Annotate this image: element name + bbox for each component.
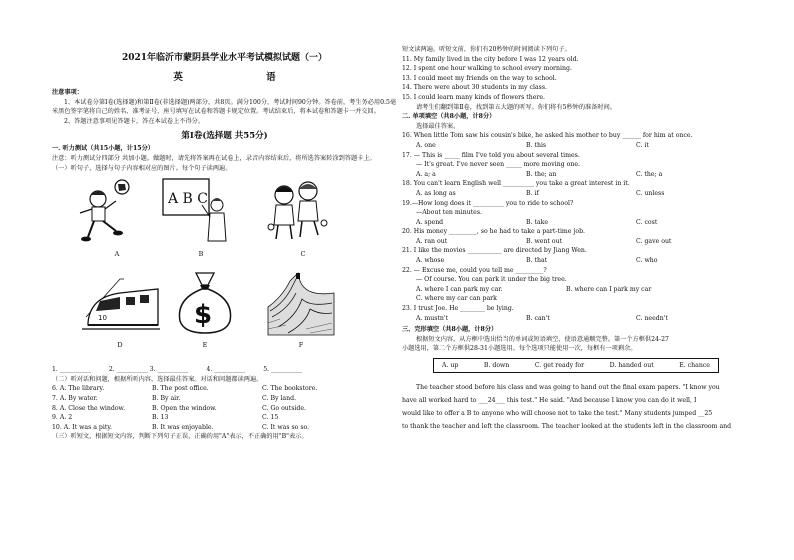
section3-continuation: 短文读两遍。听短文前，你们有20秒钟的时间阅读下列句子。	[402, 46, 571, 53]
question-6	[52, 384, 397, 394]
subject-title: 英 语	[173, 72, 316, 83]
blank-5[interactable]: 5. __________	[263, 366, 303, 374]
cloze-option-d: D. handed out	[609, 362, 654, 369]
question-7	[52, 394, 397, 404]
passage-line-4: to thank the teacher and left the classroom. The teacher looked at the students left in the classroom and	[402, 423, 732, 430]
note-1: 1、本试卷分第Ⅰ卷(选择题)和第Ⅱ卷(非选择题)两部分，共8页。满分100分，考试时间90分钟。答卷前，考生务必用0.5毫米黑色签字笔将自己的姓名、准考证号、座号填写在试卷和答题卡规定位置。考试结束后，将本试卷和答题卡一并交回。	[52, 98, 397, 116]
picture-boy-football	[72, 175, 142, 245]
q8-option-a[interactable]: 8. A. Close the window.	[52, 404, 126, 412]
question-19: 19.—How long does it __________ you to ride to school?	[402, 199, 574, 207]
picture-label-e: E	[202, 341, 208, 350]
q22-options	[402, 285, 750, 295]
q23-options	[402, 314, 750, 324]
q10-option-a[interactable]: 10. A. It was a pity.	[52, 423, 112, 431]
cloze-option-a: A. up	[442, 362, 459, 369]
cloze-option-box	[433, 358, 719, 373]
question-17-reply: — It's great. I've never seen _____ more moving one.	[416, 161, 580, 169]
q20-option-a[interactable]: A. ran out	[416, 237, 448, 245]
cloze-option-e: E. chance	[679, 362, 710, 369]
notes-heading: 注意事项：	[52, 89, 83, 96]
question-22-reply: — Of course. You can park it under the big tree.	[416, 276, 567, 284]
right-column	[402, 0, 750, 560]
q7-option-b[interactable]: B. By air.	[152, 394, 181, 402]
blank-2-3[interactable]: 2. __________ 3. __________	[108, 366, 189, 374]
q16-option-c[interactable]: C. it	[636, 141, 649, 149]
cloze-heading: 三、完形填空（共8小题，计8分）	[402, 326, 498, 334]
picture-train	[80, 267, 162, 337]
picture-abc-blackboard	[160, 175, 230, 245]
blank-4[interactable]: 4. __________	[206, 366, 246, 374]
question-8	[52, 404, 397, 414]
q9-option-b[interactable]: B. 13	[152, 414, 169, 422]
q23-option-b[interactable]: B. can't	[526, 314, 550, 322]
q7-option-c[interactable]: C. By land.	[262, 394, 297, 402]
passage-line-1: The teacher stood before his class and was going to hand out the final exam papers. "I know you	[416, 384, 720, 391]
statement-14: 14. There were about 30 students in my class.	[402, 84, 547, 92]
section3-heading: （三）听短文，根据短文内容，判断下列句子正误，正确的用"A"表示，不正确的用"B"表示。	[52, 433, 308, 441]
single-choice-heading: 二. 单项填空（共8小题，计8分）	[402, 113, 496, 121]
cloze-option-c: C. get ready for	[534, 362, 585, 369]
picture-label-f: F	[298, 341, 304, 350]
statement-12: 12. I spent one hour walking to school every morning.	[402, 65, 572, 73]
q10-option-b[interactable]: B. It was enjoyable.	[152, 423, 214, 431]
q17-option-a[interactable]: A. a; a	[416, 170, 436, 178]
q18-option-c[interactable]: C. unless	[636, 189, 665, 197]
q8-option-c[interactable]: C. Go outside.	[262, 404, 307, 412]
q6-option-b[interactable]: B. The post office.	[152, 385, 209, 393]
svg-text:A B C: A B C	[168, 191, 209, 208]
q6-option-a[interactable]: 6. A. The library.	[52, 385, 105, 393]
q23-option-a[interactable]: A. mustn't	[416, 314, 449, 322]
listening-note: 注意：听力测试分四部分 共加小题。做题时，请先将答案再在试卷上，录音内容结束后，将所选答案转涂到答题卡上。	[52, 154, 376, 162]
picture-label-d: D	[117, 341, 123, 350]
q19-option-b[interactable]: B. take	[526, 218, 549, 226]
q7-option-a[interactable]: 7. A. By water.	[52, 394, 98, 402]
cloze-note-2: 小题选用，第二个方框供28-31小题选用。每个选项只能使用一次，每框有一项剩余。	[402, 345, 637, 353]
q10-option-c[interactable]: C. It was so so.	[262, 423, 310, 431]
cloze-note-1: 根据短文内容，从方框中选出恰当的单词或短语填空，使语意通顺完整。第一个方框供24-27	[416, 335, 669, 343]
q21-option-c[interactable]: C. who	[636, 257, 658, 265]
q8-option-b[interactable]: B. Open the window.	[152, 404, 217, 412]
picture-great-wall	[266, 267, 336, 337]
picture-label-a: A	[114, 250, 120, 259]
picture-grid	[52, 175, 397, 361]
question-10	[52, 423, 397, 433]
part1-title: 第Ⅰ卷(选择题 共55分)	[181, 131, 268, 142]
q22-option-a[interactable]: A. where I can park my car.	[416, 285, 503, 293]
q22-option-c[interactable]: C. where my car can park	[416, 295, 497, 303]
note-2: 2、答题注意事项见答题卡，答在本试卷上不得分。	[64, 117, 205, 125]
single-choice-note: 选择最佳答案。	[416, 122, 460, 130]
section2-heading: （二）听对话和问题，根据所听内容，选择最佳答案。对话和问题都读两遍。	[52, 375, 263, 383]
question-19-reply: —About ten minutes.	[416, 209, 482, 217]
question-21: 21. I like the movies ___________ are directed by Jiang Wen.	[402, 247, 587, 255]
q19-option-c[interactable]: C. cost	[636, 218, 658, 226]
picture-label-b: B	[198, 250, 204, 259]
listening-end-note: 请考生们翻到第Ⅱ卷，找到第五大题的听写。你们将有5秒钟的准备时间。	[416, 103, 616, 111]
q23-option-c[interactable]: C. needn't	[636, 314, 668, 322]
question-23: 23. I trust Joe. He ________ be lying.	[402, 305, 514, 313]
q19-option-a[interactable]: A. spend	[416, 218, 444, 226]
statement-15: 15. I could learn many kinds of flowers there.	[402, 93, 545, 101]
question-18: 18. You can't learn English well __________ you take a great interest in it.	[402, 180, 630, 188]
passage-line-2: have all worked hard to ___24___ this test." He said. "And because I know you can do it well, I	[402, 397, 697, 404]
question-20: 20. His money _________, so he had to take a part-time job.	[402, 228, 585, 236]
svg-text:10: 10	[98, 314, 107, 323]
q20-option-c[interactable]: C. gave out	[636, 237, 672, 245]
statement-13: 13. I could meet my friends on the way to school.	[402, 74, 557, 82]
listening-heading: 一. 听力测试（共15小题，计15分）	[52, 145, 154, 153]
q20-options	[402, 237, 750, 247]
section1-heading: （一）听句子，选择与句子内容相对应的图片。每个句子读两遍。	[52, 164, 232, 172]
statement-11: 11. My family lived in the city before I was 12 years old.	[402, 55, 579, 63]
question-22: 22. — Excuse me, could you tell me _________?	[402, 266, 547, 274]
q21-options	[402, 256, 750, 266]
picture-money-bag	[170, 267, 240, 337]
q21-option-b[interactable]: B. that	[526, 257, 548, 265]
question-17: 17. — This is _____ film I've told you about several times.	[402, 151, 580, 159]
q17-options	[402, 170, 750, 180]
q19-options	[402, 218, 750, 228]
cloze-passage	[402, 381, 750, 433]
blank-1[interactable]: 1. __________	[52, 366, 91, 374]
answer-blanks-1-5	[52, 365, 397, 375]
question-9	[52, 413, 397, 423]
picture-children-walking	[262, 175, 332, 245]
q20-option-b[interactable]: B. went out	[526, 237, 563, 245]
q18-options	[402, 189, 750, 199]
q21-option-a[interactable]: A. whose	[416, 257, 445, 265]
q18-option-a[interactable]: A. as long as	[416, 189, 456, 197]
q17-option-b[interactable]: B. the; an	[526, 170, 557, 178]
q9-option-a[interactable]: 9. A. 2	[52, 414, 73, 422]
q18-option-b[interactable]: B. if	[526, 189, 539, 197]
exam-title: 2021年临沂市蒙阴县学业水平考试模拟试题（一）	[121, 53, 328, 63]
q16-option-b[interactable]: B. this	[526, 141, 547, 149]
picture-label-c: C	[300, 250, 306, 259]
left-column	[52, 0, 397, 560]
question-16: 16. When little Tom saw his cousin's bike, he asked his mother to buy ______ for him at once.	[402, 132, 693, 140]
q17-option-c[interactable]: C. the; a	[636, 170, 663, 178]
q9-option-c[interactable]: C. 15	[262, 414, 279, 422]
cloze-option-b: B. down	[483, 362, 510, 369]
q22-option-b[interactable]: B. where can I park my car	[566, 285, 652, 293]
q6-option-c[interactable]: C. The bookstore.	[262, 385, 318, 393]
q16-option-a[interactable]: A. one	[416, 141, 436, 149]
svg-text:$: $	[194, 300, 213, 331]
q16-options	[402, 141, 750, 151]
passage-line-3: would like to offer a B to anyone who will choose not to take the test." Many students jumped __25	[402, 410, 713, 417]
